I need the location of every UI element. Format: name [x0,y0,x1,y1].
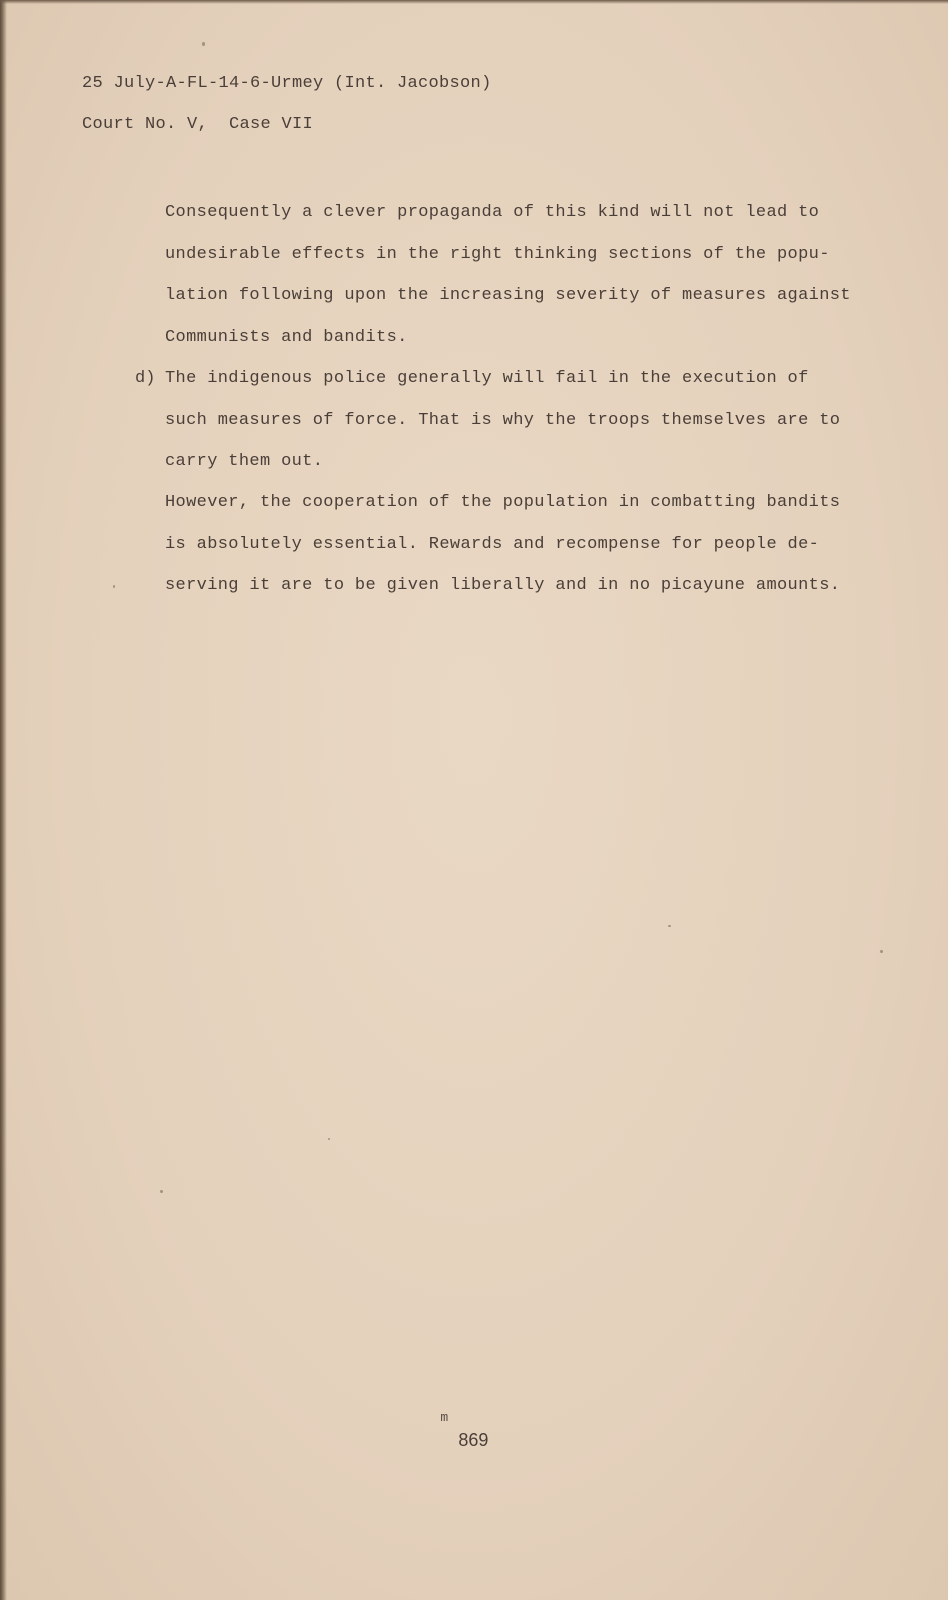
paper-speck [668,925,671,927]
list-item-marker-d: d) [135,369,156,388]
court-case-line: Court No. V, Case VII [82,115,314,134]
page-top-edge [0,0,948,4]
paragraph-cooperation [165,482,840,607]
text-line: Communists and bandits. [165,327,408,347]
page-edge-shadow [0,0,7,1600]
text-line: is absolutely essential. Rewards and recompense for people de- [165,534,820,554]
text-line: carry them out. [165,452,324,471]
paper-speck [880,950,883,953]
text-line: Consequently a clever propaganda of this kind will not lead to [165,203,820,222]
page-number: 869 [458,1430,489,1450]
paragraph-propaganda [165,192,851,358]
paper-speck [113,585,115,588]
text-line: such measures of force. That is why the troops themselves are to [165,410,841,430]
text-line: The indigenous police generally will fail in the execution of [165,369,809,388]
paper-speck [328,1138,330,1140]
text-line: undesirable effects in the right thinking sections of the popu- [165,244,830,264]
text-line: serving it are to be given liberally and in no picayune amounts. [165,576,841,595]
document-reference-line: 25 July-A-FL-14-6-Urmey (Int. Jacobson) [82,74,492,93]
paragraph-indigenous-police [165,358,840,483]
page-footer [402,1392,488,1469]
text-line: lation following upon the increasing severity of measures against [165,286,851,305]
paper-speck [160,1190,163,1193]
text-line: However, the cooperation of the population in combatting bandits [165,493,841,512]
paper-speck [202,42,205,46]
footer-mark: m [440,1410,449,1425]
